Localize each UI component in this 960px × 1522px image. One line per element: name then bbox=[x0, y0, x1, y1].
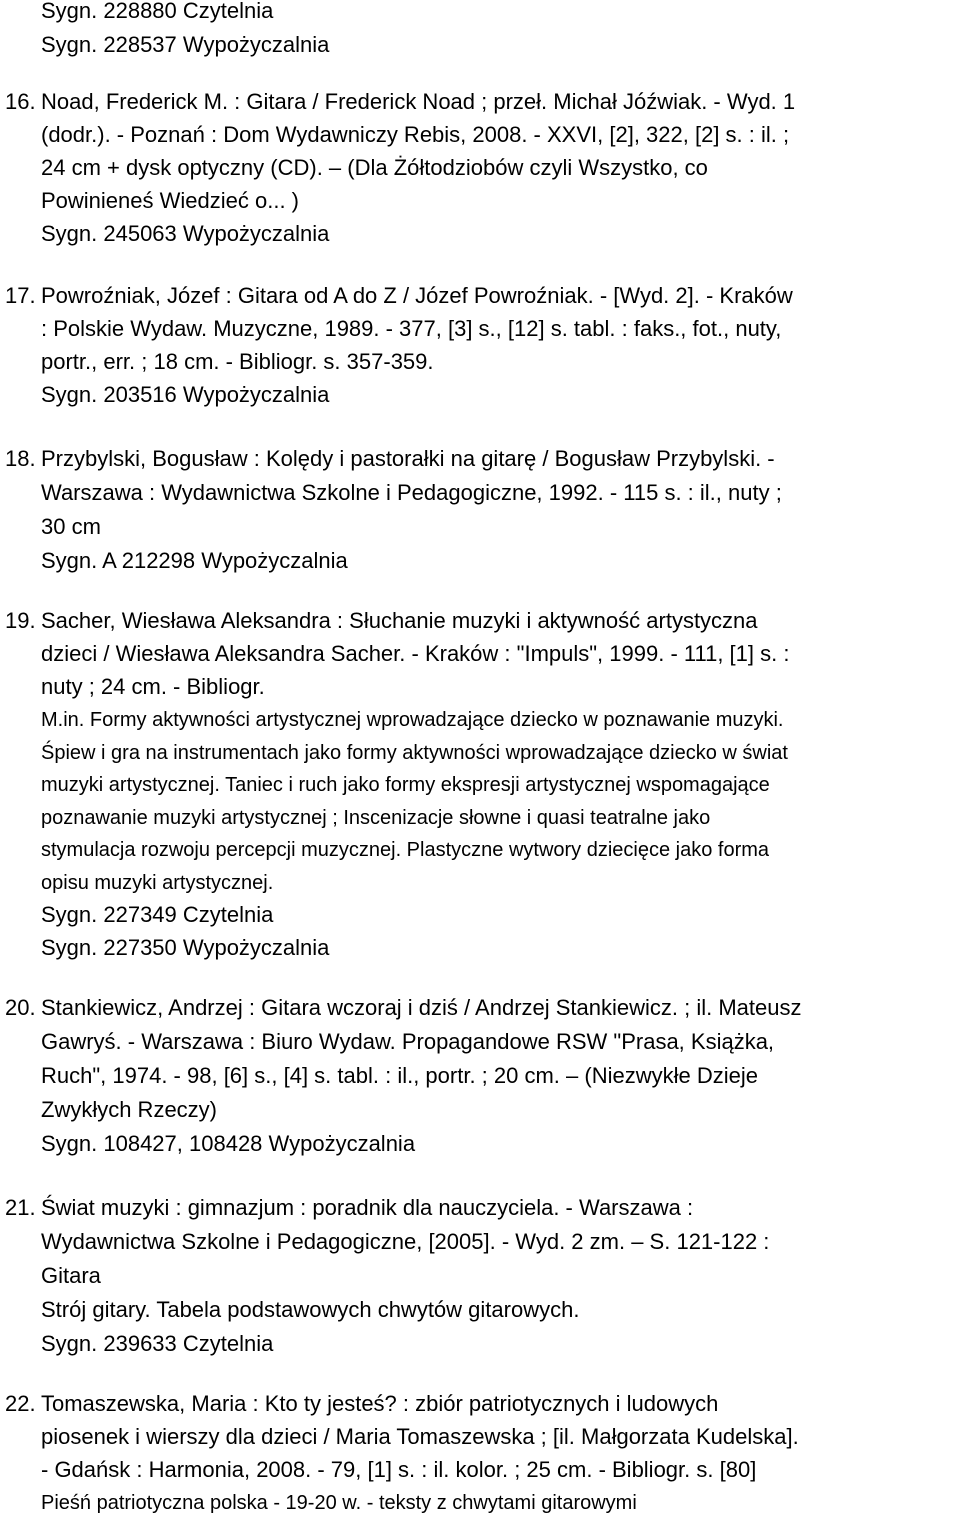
entry-line: dzieci / Wiesława Aleksandra Sacher. - Kraków : "Impuls", 1999. - 111, [1] s. : bbox=[41, 641, 790, 666]
entry-number: 16. bbox=[5, 89, 36, 114]
entry-line: - Gdańsk : Harmonia, 2008. - 79, [1] s. : il. kolor. ; 25 cm. - Bibliogr. s. [80] bbox=[41, 1457, 757, 1482]
entry-line: Sygn. 108427, 108428 Wypożyczalnia bbox=[41, 1131, 416, 1156]
entry-line: Sygn. 245063 Wypożyczalnia bbox=[41, 221, 330, 246]
entry-line: Zwykłych Rzeczy) bbox=[41, 1097, 218, 1122]
entry-line: Warszawa : Wydawnictwa Szkolne i Pedagogiczne, 1992. - 115 s. : il., nuty ; bbox=[41, 480, 782, 505]
entry-number: 19. bbox=[5, 608, 36, 633]
call-number-lending: Sygn. 228537 Wypożyczalnia bbox=[41, 32, 330, 57]
entry-line: Noad, Frederick M. : Gitara / Frederick Noad ; przeł. Michał Jóźwiak. - Wyd. 1 bbox=[41, 89, 796, 114]
entry-line: Przybylski, Bogusław : Kolędy i pastorałki na gitarę / Bogusław Przybylski. - bbox=[41, 446, 775, 471]
entry-line: Tomaszewska, Maria : Kto ty jesteś? : zbiór patriotycznych i ludowych bbox=[41, 1391, 719, 1416]
entry-line: Gawryś. - Warszawa : Biuro Wydaw. Propagandowe RSW "Prasa, Książka, bbox=[41, 1029, 775, 1054]
entry-number: 21. bbox=[5, 1195, 36, 1220]
entry-line: Sygn. 227350 Wypożyczalnia bbox=[41, 935, 330, 960]
entry-line: Sygn. 239633 Czytelnia bbox=[41, 1331, 274, 1356]
entry-line: Strój gitary. Tabela podstawowych chwytów gitarowych. bbox=[41, 1297, 580, 1322]
entry-line: (dodr.). - Poznań : Dom Wydawniczy Rebis, 2008. - XXVI, [2], 322, [2] s. : il. ; bbox=[41, 122, 790, 147]
entry-line: muzyki artystycznej. Taniec i ruch jako formy ekspresji artystycznej wspomagające bbox=[41, 774, 770, 796]
entry-line: Stankiewicz, Andrzej : Gitara wczoraj i dziś / Andrzej Stankiewicz. ; il. Mateusz bbox=[41, 995, 802, 1020]
entry-line: portr., err. ; 18 cm. - Bibliogr. s. 357-359. bbox=[41, 349, 434, 374]
entry-line: nuty ; 24 cm. - Bibliogr. bbox=[41, 674, 265, 699]
entry-line: Ruch", 1974. - 98, [6] s., [4] s. tabl. : il., portr. ; 20 cm. – (Niezwykłe Dzieje bbox=[41, 1063, 758, 1088]
entry-line: Sygn. A 212298 Wypożyczalnia bbox=[41, 548, 348, 573]
entry-number: 22. bbox=[5, 1391, 36, 1416]
entry-line: Sacher, Wiesława Aleksandra : Słuchanie muzyki i aktywność artystyczna bbox=[41, 608, 758, 633]
entry-line: 30 cm bbox=[41, 514, 101, 539]
entry-number: 20. bbox=[5, 995, 36, 1020]
entry-line: Świat muzyki : gimnazjum : poradnik dla nauczyciela. - Warszawa : bbox=[41, 1195, 694, 1220]
entry-line: Sygn. 203516 Wypożyczalnia bbox=[41, 382, 330, 407]
entry-line: Sygn. 227349 Czytelnia bbox=[41, 902, 274, 927]
entry-line: Wydawnictwa Szkolne i Pedagogiczne, [2005]. - Wyd. 2 zm. – S. 121-122 : bbox=[41, 1229, 770, 1254]
entry-line: stymulacja rozwoju percepcji muzycznej. Plastyczne wytwory dziecięce jako forma bbox=[41, 839, 770, 861]
entry-line: : Polskie Wydaw. Muzyczne, 1989. - 377, [3] s., [12] s. tabl. : faks., fot., nuty, bbox=[41, 316, 782, 341]
entry-line: Gitara bbox=[41, 1263, 101, 1288]
entry-line: M.in. Formy aktywności artystycznej wprowadzające dziecko w poznawanie muzyki. bbox=[41, 709, 784, 731]
entry-number: 18. bbox=[5, 446, 36, 471]
call-number-reading-room: Sygn. 228880 Czytelnia bbox=[41, 0, 274, 23]
entry-line: Śpiew i gra na instrumentach jako formy aktywności wprowadzające dziecko w świat bbox=[41, 742, 788, 764]
entry-line: poznawanie muzyki artystycznej ; Inscenizacje słowne i quasi teatralne jako bbox=[41, 807, 711, 829]
entry-line: Powinieneś Wiedzieć o... ) bbox=[41, 188, 299, 213]
entry-line: opisu muzyki artystycznej. bbox=[41, 872, 274, 894]
entry-line: piosenek i wierszy dla dzieci / Maria Tomaszewska ; [il. Małgorzata Kudelska]. bbox=[41, 1424, 799, 1449]
entry-line: 24 cm + dysk optyczny (CD). – (Dla Żółtodziobów czyli Wszystko, co bbox=[41, 155, 708, 180]
entry-line: Powroźniak, Józef : Gitara od A do Z / Józef Powroźniak. - [Wyd. 2]. - Kraków bbox=[41, 283, 793, 308]
entry-number: 17. bbox=[5, 283, 36, 308]
entry-line: Pieśń patriotyczna polska - 19-20 w. - teksty z chwytami gitarowymi bbox=[41, 1492, 637, 1514]
